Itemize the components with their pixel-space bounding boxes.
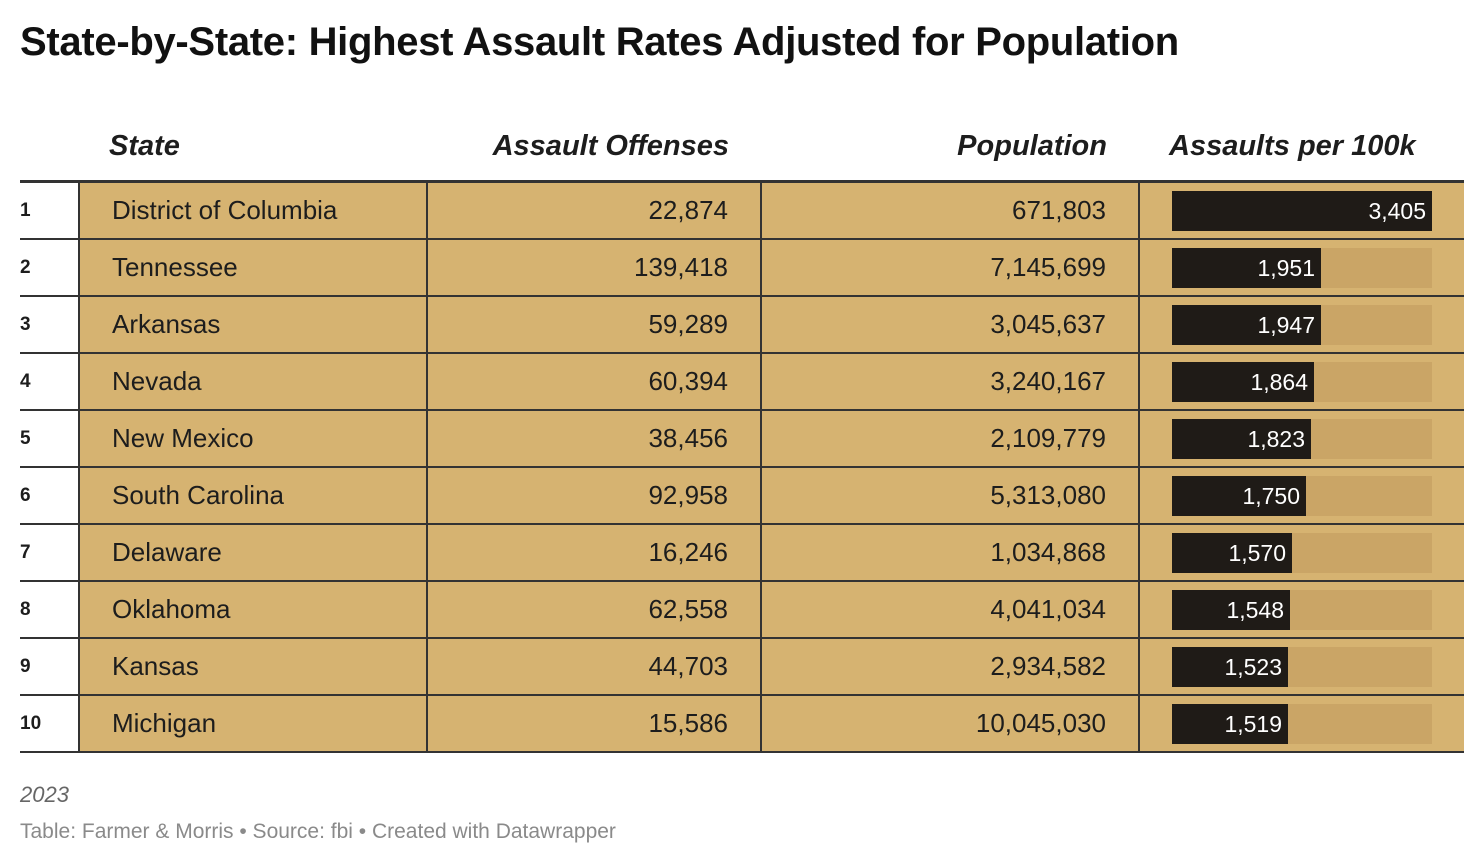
bar-track <box>1172 419 1432 459</box>
bar-track <box>1172 362 1432 402</box>
header-rate[interactable]: Assaults per 100k <box>1139 112 1464 182</box>
state-cell: Michigan <box>79 695 427 752</box>
bar-track <box>1172 533 1432 573</box>
population-cell: 7,145,699 <box>761 239 1139 296</box>
chart-title: State-by-State: Highest Assault Rates Adjusted for Population <box>20 20 1179 64</box>
population-cell: 10,045,030 <box>761 695 1139 752</box>
data-table <box>20 112 1464 753</box>
rate-cell <box>1139 353 1464 410</box>
rate-label: 1,519 <box>1224 710 1282 737</box>
rate-label: 1,951 <box>1257 254 1315 281</box>
population-cell: 5,313,080 <box>761 467 1139 524</box>
rank-cell: 6 <box>20 467 79 524</box>
rate-label: 1,823 <box>1247 425 1305 452</box>
table-row <box>20 638 1464 695</box>
state-cell: Tennessee <box>79 239 427 296</box>
rank-cell: 4 <box>20 353 79 410</box>
chart-note: 2023 <box>20 782 69 807</box>
rate-label: 1,947 <box>1257 311 1315 338</box>
population-cell: 2,934,582 <box>761 638 1139 695</box>
offenses-cell: 62,558 <box>427 581 761 638</box>
rank-cell: 10 <box>20 695 79 752</box>
table-row <box>20 581 1464 638</box>
population-cell: 671,803 <box>761 182 1139 240</box>
state-cell: New Mexico <box>79 410 427 467</box>
offenses-cell: 59,289 <box>427 296 761 353</box>
offenses-cell: 16,246 <box>427 524 761 581</box>
population-cell: 2,109,779 <box>761 410 1139 467</box>
rate-cell <box>1139 410 1464 467</box>
table-row <box>20 695 1464 752</box>
offenses-cell: 22,874 <box>427 182 761 240</box>
bar-track <box>1172 590 1432 630</box>
state-cell: South Carolina <box>79 467 427 524</box>
rank-cell: 9 <box>20 638 79 695</box>
table-row <box>20 524 1464 581</box>
rate-label: 1,570 <box>1228 539 1286 566</box>
table-row <box>20 239 1464 296</box>
rank-cell: 5 <box>20 410 79 467</box>
offenses-cell: 38,456 <box>427 410 761 467</box>
state-cell: Delaware <box>79 524 427 581</box>
bar-track <box>1172 305 1432 345</box>
header-offenses[interactable]: Assault Offenses <box>427 112 761 182</box>
table-row <box>20 410 1464 467</box>
state-cell: Arkansas <box>79 296 427 353</box>
header-rank <box>20 112 79 182</box>
rate-cell <box>1139 695 1464 752</box>
rank-cell: 7 <box>20 524 79 581</box>
rank-cell: 3 <box>20 296 79 353</box>
state-cell: Oklahoma <box>79 581 427 638</box>
rate-label: 1,548 <box>1226 596 1284 623</box>
offenses-cell: 15,586 <box>427 695 761 752</box>
population-cell: 1,034,868 <box>761 524 1139 581</box>
state-cell: Nevada <box>79 353 427 410</box>
rate-cell <box>1139 182 1464 240</box>
rate-cell <box>1139 638 1464 695</box>
offenses-cell: 139,418 <box>427 239 761 296</box>
offenses-cell: 92,958 <box>427 467 761 524</box>
bar-track <box>1172 476 1432 516</box>
population-cell: 3,240,167 <box>761 353 1139 410</box>
state-cell: Kansas <box>79 638 427 695</box>
table-row <box>20 296 1464 353</box>
rate-cell <box>1139 296 1464 353</box>
state-cell: District of Columbia <box>79 182 427 240</box>
rank-cell: 8 <box>20 581 79 638</box>
rate-label: 1,750 <box>1242 482 1300 509</box>
table-row <box>20 182 1464 240</box>
header-population[interactable]: Population <box>761 112 1139 182</box>
rate-label: 1,864 <box>1250 368 1308 395</box>
bar-track <box>1172 647 1432 687</box>
offenses-cell: 44,703 <box>427 638 761 695</box>
bar-track <box>1172 248 1432 288</box>
rate-cell <box>1139 581 1464 638</box>
offenses-cell: 60,394 <box>427 353 761 410</box>
population-cell: 3,045,637 <box>761 296 1139 353</box>
rate-label: 1,523 <box>1224 653 1282 680</box>
table-row <box>20 353 1464 410</box>
bar-track <box>1172 191 1432 231</box>
table-row <box>20 467 1464 524</box>
header-row <box>20 112 1464 182</box>
chart-source: Table: Farmer & Morris • Source: fbi • Created with Datawrapper <box>20 820 616 843</box>
bar-track <box>1172 704 1432 744</box>
rate-cell <box>1139 467 1464 524</box>
rate-cell <box>1139 524 1464 581</box>
rate-label: 3,405 <box>1368 197 1426 224</box>
rate-cell <box>1139 239 1464 296</box>
rank-cell: 2 <box>20 239 79 296</box>
header-state[interactable]: State <box>79 112 427 182</box>
rank-cell: 1 <box>20 182 79 240</box>
population-cell: 4,041,034 <box>761 581 1139 638</box>
